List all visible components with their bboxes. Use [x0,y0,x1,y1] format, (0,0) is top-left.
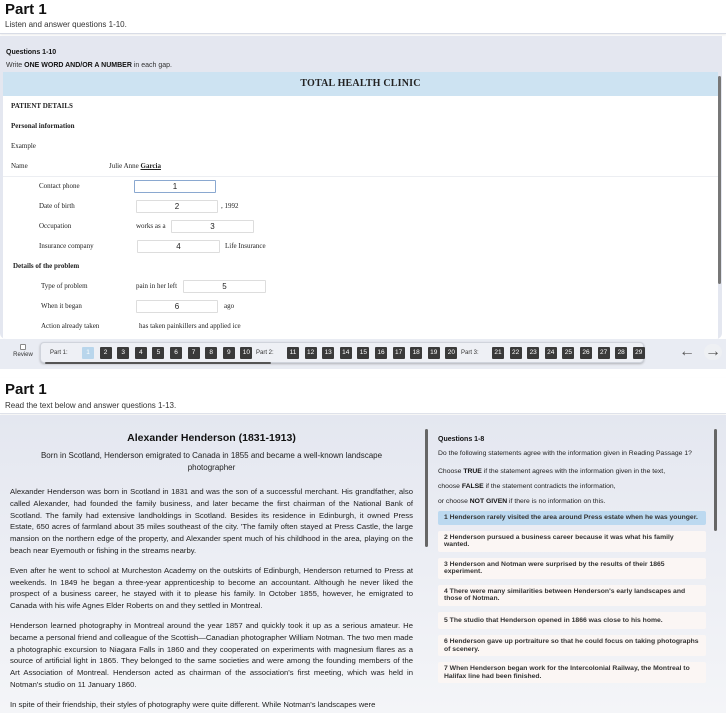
passage-paragraph: In spite of their friendship, their styles of photography were quite different. While Notman's landscapes were [10,699,376,709]
statement-item[interactable]: 3 Henderson and Notman were surprised by the results of their 1865 experiment. [438,558,706,579]
statement-item[interactable]: 2 Henderson pursued a business career because it was what his family wanted. [438,531,706,552]
question-button-23[interactable]: 23 [527,347,539,359]
previous-arrow-icon[interactable]: ← [679,343,695,360]
question-button-28[interactable]: 28 [615,347,627,359]
not-given-keyword: NOT GIVEN [469,498,508,505]
statement-item[interactable]: 4 There were many similarities between Henderson's early landscapes and those of Notman. [438,585,706,606]
name-value [109,160,161,173]
question-button-4[interactable]: 4 [135,347,147,359]
question-instruction-false [438,482,710,491]
when-it-began-label: When it began [41,302,82,310]
action-taken-label: Action already taken [41,322,100,330]
began-suffix: ago [224,302,235,310]
question-panel [438,415,710,683]
question-button-18[interactable]: 18 [410,347,422,359]
passage-scrollbar[interactable] [425,429,428,547]
passage-paragraph: Even after he went to school at Murcheston Academy on the outskirts of Edinburgh, Henderson returned to Press at weekends. In 1849 he began a three-year apprenticeship to become an accountant. Although he never liked the prospect of a business career, he stayed with it to please his family. In October 1855, however, he emigrated to Canada with his wife Agnes Elder Roberts on and they settled in Montreal. [10,565,413,611]
statement-item[interactable]: 7 When Henderson began work for the Intercolonial Railway, the Montreal to Halifax line had been finished. [438,662,706,683]
gap-instruction-suffix: in each gap. [131,62,172,69]
listening-header [0,0,726,34]
gap-input-4[interactable]: 4 [137,240,220,253]
next-arrow-icon[interactable]: → [705,343,721,360]
not-given-suffix: if there is no information on this. [507,498,606,505]
gap-input-1[interactable]: 1 [134,180,216,193]
section-problem-details: Details of the problem [13,262,80,270]
true-keyword: TRUE [463,468,482,475]
insurance-suffix: Life Insurance [225,242,266,250]
passage-title: Alexander Henderson (1831-1913) [127,432,296,444]
listening-scrollbar[interactable] [718,76,721,284]
false-prefix: choose [438,483,462,490]
occupation-prefix: works as a [136,222,166,230]
name-answer: Garcia [140,162,161,170]
listening-part-title: Part 1 [5,1,47,18]
question-button-16[interactable]: 16 [375,347,387,359]
gap-input-2[interactable]: 2 [136,200,218,213]
false-suffix: if the statement contradicts the information, [483,483,616,490]
question-instruction-true [438,467,710,476]
question-button-8[interactable]: 8 [205,347,217,359]
question-instruction-1: Do the following statements agree with the information given in Reading Passage 1? [438,450,692,457]
passage-paragraph: Alexander Henderson was born in Scotland in 1831 and was the son of a successful merchant. His grandfather, also called Alexander, had founded the family business, and later became the first chairman of the National Bank of Scotland. The family had extensive landholdings in Scotland. Besides its residence in Edinburgh, it owned Press Estate, 650 acres of farmland about 35 miles southeast of the city. 'The family often stayed at Press Castle, the large mansion on the northern edge of the property, and Alexander spent much of his childhood in the area, playing on the beach near Eyemouth or fishing in the streams nearby. [10,487,413,555]
reading-passage [10,415,413,711]
part1-label: Part 1: [50,350,68,356]
false-keyword: FALSE [461,483,484,490]
example-label: Example [11,142,36,150]
part3-label: Part 3: [461,350,479,356]
question-button-14[interactable]: 14 [340,347,352,359]
clinic-form [3,72,718,339]
problem-prefix: pain in her left [136,282,178,290]
dob-suffix: , 1992 [221,202,239,210]
gap-instruction-bold: ONE WORD AND/OR A NUMBER [24,62,132,69]
true-prefix: Choose [438,468,464,475]
question-instruction-not-given [438,497,710,506]
question-button-12[interactable]: 12 [305,347,317,359]
reading-area [0,415,726,713]
statement-item[interactable]: 5 The studio that Henderson opened in 1866 was close to his home. [438,612,706,630]
question-number-strip [40,342,644,363]
date-of-birth-label: Date of birth [39,202,75,210]
question-button-13[interactable]: 13 [322,347,334,359]
review-checkbox[interactable] [20,344,26,350]
divider [3,176,718,177]
question-button-3[interactable]: 3 [117,347,129,359]
part2-label: Part 2: [256,350,274,356]
question-button-6[interactable]: 6 [170,347,182,359]
question-button-5[interactable]: 5 [152,347,164,359]
gap-instruction-prefix: Write [6,62,25,69]
reading-part-title: Part 1 [5,381,47,398]
progress-bar [45,362,271,364]
question-button-25[interactable]: 25 [562,347,574,359]
contact-phone-label: Contact phone [39,182,80,190]
occupation-label: Occupation [39,222,72,230]
questions-heading: Questions 1-10 [6,49,57,56]
gap-input-5[interactable]: 5 [183,280,266,293]
review-label: Review [13,352,33,358]
questions-1-8-heading: Questions 1-8 [438,436,485,443]
review-toggle[interactable] [10,344,36,358]
gap-input-3[interactable]: 3 [171,220,254,233]
reading-instruction: Read the text below and answer questions 1-13. [5,401,177,410]
question-button-2[interactable]: 2 [100,347,112,359]
gap-input-6[interactable]: 6 [136,300,218,313]
not-given-prefix: or choose [438,498,470,505]
question-button-17[interactable]: 17 [393,347,405,359]
question-button-21[interactable]: 21 [492,347,504,359]
statement-item[interactable]: 6 Henderson gave up portraiture so that he could focus on taking photographs of scenery. [438,635,706,656]
statement-item[interactable]: 1 Henderson rarely visited the area around Press estate when he was younger. [438,511,706,525]
passage-paragraph: Henderson learned photography in Montreal around the year 1857 and quickly took it up as a serious amateur. He became a personal friend and colleague of the Scottish—Canadian photographer William Notman. The two men made a photographic excursion to Niagara Falls in 1860 and they cooperated on experiments with magnesium flares as a source of artificial light in 1865. They belonged to the same societies and were among the founding members of the Art Association of Montreal. Henderson acted as chairman of the association's first meeting, which was held in Notman's studio on 11 January 1860. [10,620,413,689]
question-button-20[interactable]: 20 [445,347,457,359]
reading-header [0,378,726,414]
question-button-10[interactable]: 10 [240,347,252,359]
name-label: Name [11,162,28,170]
true-suffix: if the statement agrees with the information given in the text, [481,468,666,475]
question-button-9[interactable]: 9 [223,347,235,359]
action-taken-value: has taken painkillers and applied ice [139,322,241,330]
name-prefix: Julie Anne [109,162,141,170]
questions-scrollbar[interactable] [714,429,717,531]
question-button-19[interactable]: 19 [428,347,440,359]
passage-subtitle: Born in Scotland, Henderson emigrated to Canada in 1855 and became a well-known landscape photographer [40,451,383,472]
question-button-29[interactable]: 29 [633,347,645,359]
gap-instruction [6,62,716,69]
listening-instruction: Listen and answer questions 1-10. [5,20,127,29]
section-patient-details: PATIENT DETAILS [11,102,73,110]
form-title: TOTAL HEALTH CLINIC [3,72,718,96]
question-button-11[interactable]: 11 [287,347,299,359]
listening-panel [0,36,722,339]
question-button-24[interactable]: 24 [545,347,557,359]
subsection-personal-info: Personal information [11,122,75,130]
type-of-problem-label: Type of problem [41,282,88,290]
question-button-27[interactable]: 27 [598,347,610,359]
question-button-22[interactable]: 22 [510,347,522,359]
insurance-company-label: Insurance company [39,242,94,250]
question-button-15[interactable]: 15 [357,347,369,359]
question-button-26[interactable]: 26 [580,347,592,359]
question-navbar [0,339,726,369]
question-button-7[interactable]: 7 [188,347,200,359]
question-button-1[interactable]: 1 [82,347,94,359]
